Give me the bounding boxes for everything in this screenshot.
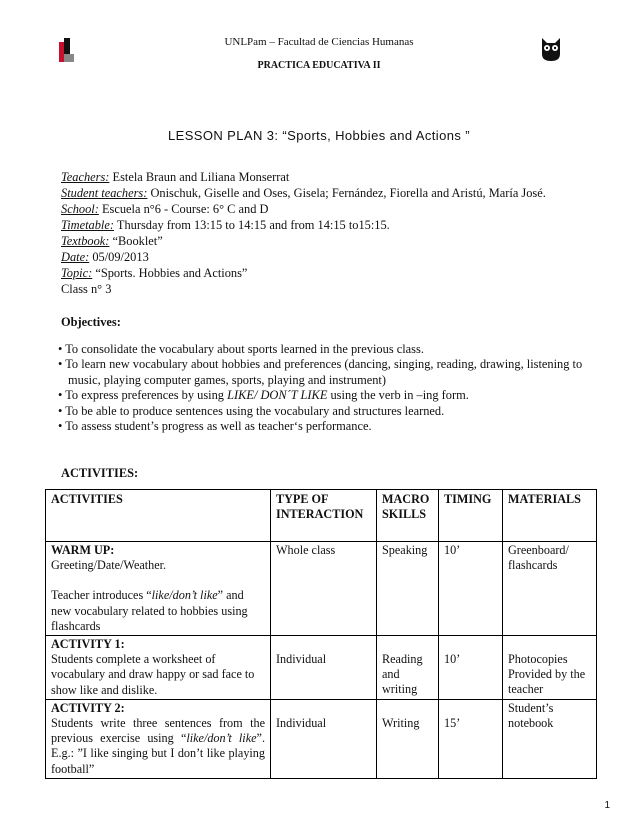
activity-description: Students write three sentences from the previous exercise using “like/don’t like”. E.g.: ”I like singing but I don’t like playing football” — [51, 716, 265, 776]
lesson-info — [61, 169, 621, 297]
timing-cell: 10’ — [439, 542, 503, 636]
lesson-title: LESSON PLAN 3: “Sports, Hobbies and Actions ” — [168, 128, 470, 143]
objectives-list — [58, 342, 588, 434]
activity-cell — [46, 636, 271, 700]
skills-cell: Writing — [377, 699, 439, 778]
interaction-cell: Individual — [271, 636, 377, 700]
activity-title: ACTIVITY 1: — [51, 637, 125, 652]
timing-cell: 15’ — [439, 699, 503, 778]
column-header: ACTIVITIES — [46, 490, 271, 542]
owl-logo — [540, 36, 562, 67]
info-timetable: Timetable: Thursday from 13:15 to 14:15 and from 14:15 to15:15. — [61, 218, 390, 232]
header-institution: UNLPam – Facultad de Ciencias Humanas — [224, 36, 414, 48]
materials-cell: Greenboard/ flashcards — [503, 542, 597, 636]
info-textbook: Textbook: “Booklet” — [61, 234, 163, 248]
objective-item: • To express preferences by using LIKE/ DON´T LIKE using the verb in –ing form. — [58, 388, 469, 403]
activity-description: Students complete a worksheet of vocabulary and draw happy or sad face to show like and dislike. — [51, 652, 255, 697]
activity-cell — [46, 699, 271, 778]
column-header: TYPE OF INTERACTION — [271, 490, 377, 542]
page-number: 1 — [604, 800, 610, 811]
objective-item: • To learn new vocabulary about hobbies and preferences (dancing, singing, reading, drawing, listening to music, playing computer games, sports, playing and instrument) — [58, 357, 583, 387]
timing-cell: 10’ — [439, 636, 503, 700]
info-topic: Topic: “Sports. Hobbies and Actions” — [61, 266, 248, 280]
info-class-number: Class n° 3 — [61, 282, 112, 296]
table-row — [46, 699, 597, 778]
info-student-teachers: Student teachers: Onischuk, Giselle and Oses, Gisela; Fernández, Fiorella and Aristú, María José. — [61, 186, 546, 200]
activity-title: ACTIVITY 2: — [51, 700, 125, 715]
objective-item: • To consolidate the vocabulary about sports learned in the previous class. — [58, 342, 424, 356]
info-teachers: Teachers: Estela Braun and Liliana Monserrat — [61, 170, 290, 184]
activities-table — [45, 489, 597, 779]
header-course: PRACTICA EDUCATIVA II — [257, 60, 381, 71]
column-header: MACRO SKILLS — [377, 490, 439, 542]
skills-cell: Speaking — [377, 542, 439, 636]
objectives-heading: Objectives: — [61, 315, 121, 329]
table-row — [46, 542, 597, 636]
column-header: TIMING — [439, 490, 503, 542]
activity-line: Greeting/Date/Weather. — [51, 558, 167, 573]
activities-heading: ACTIVITIES: — [61, 466, 139, 480]
info-school: School: Escuela n°6 - Course: 6° C and D — [61, 202, 269, 216]
objective-item: • To assess student’s progress as well as teacher‘s performance. — [58, 419, 372, 434]
skills-cell: Reading and writing — [377, 636, 439, 700]
table-row — [46, 636, 597, 700]
materials-cell: Student’s notebook — [503, 699, 597, 778]
activity-title: WARM UP: — [51, 543, 115, 557]
interaction-cell: Individual — [271, 699, 377, 778]
objective-item: • To be able to produce sentences using the vocabulary and structures learned. — [58, 403, 445, 418]
table-header-row — [46, 490, 597, 542]
info-date: Date: 05/09/2013 — [61, 250, 149, 264]
column-header: MATERIALS — [503, 490, 597, 542]
materials-cell: Photocopies Provided by the teacher — [503, 636, 597, 700]
activity-description: Teacher introduces “like/don’t like” and new vocabulary related to hobbies using flashcards — [51, 588, 248, 633]
activity-cell — [46, 542, 271, 636]
interaction-cell: Whole class — [271, 542, 377, 636]
